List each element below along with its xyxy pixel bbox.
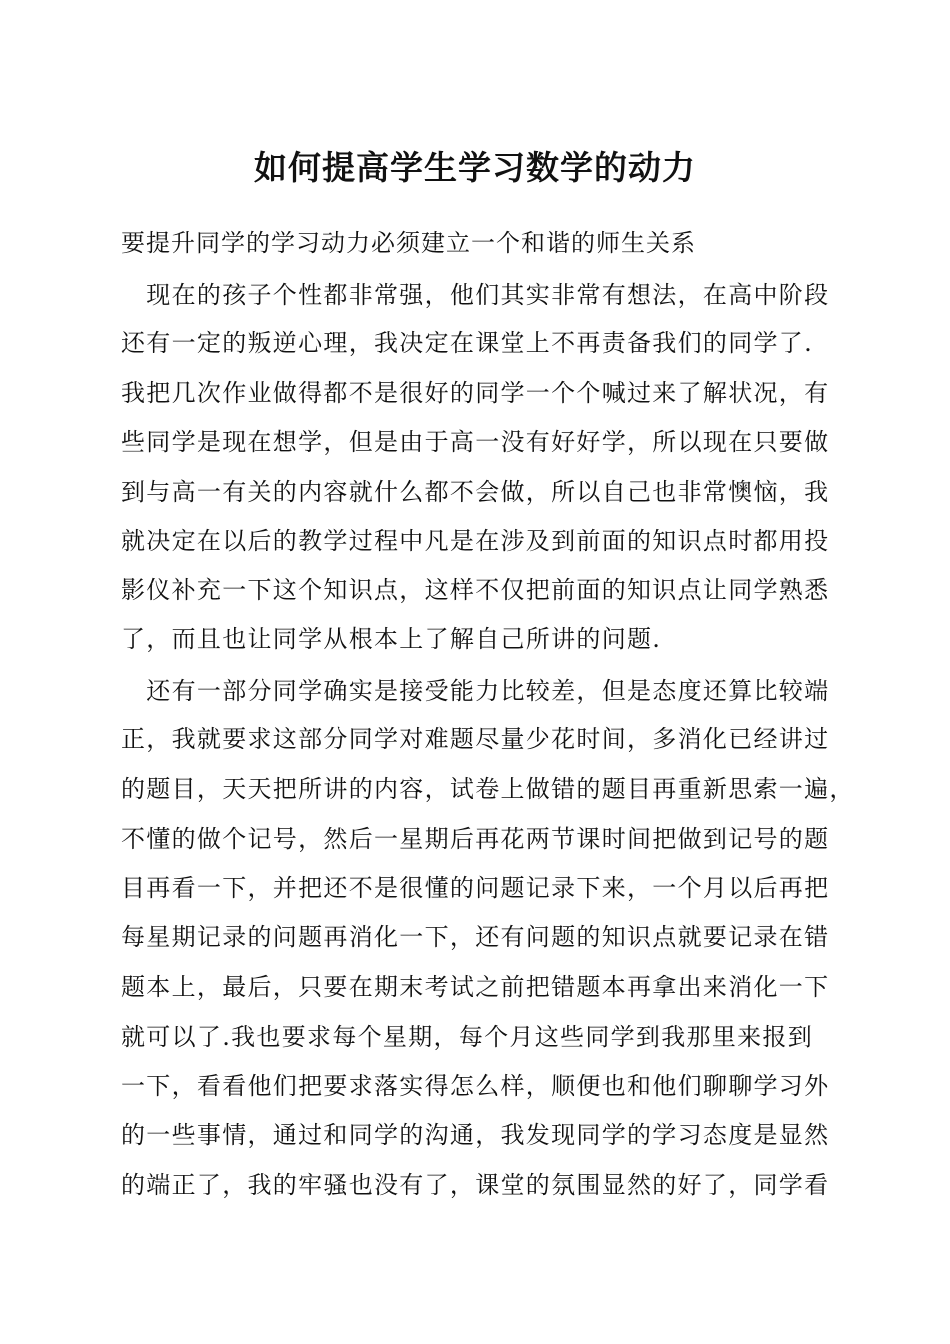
body-line: 每星期记录的问题再消化一下，还有问题的知识点就要记录在错 bbox=[121, 923, 830, 951]
body-line: 的题目，天天把所讲的内容，试卷上做错的题目再重新思索一遍， bbox=[121, 775, 855, 803]
body-line: 正，我就要求这部分同学对难题尽量少花时间，多消化已经讲过 bbox=[121, 725, 830, 753]
body-line: 就决定在以后的教学过程中凡是在涉及到前面的知识点时都用投 bbox=[121, 527, 830, 555]
body-line: 现在的孩子个性都非常强，他们其实非常有想法，在高中阶段 bbox=[121, 281, 830, 309]
body-line: 了，而且也让同学从根本上了解自己所讲的问题. bbox=[121, 625, 662, 653]
body-line: 的一些事情，通过和同学的沟通，我发现同学的学习态度是显然 bbox=[121, 1121, 830, 1149]
body-line: 些同学是现在想学，但是由于高一没有好好学，所以现在只要做 bbox=[121, 428, 830, 456]
body-line: 就可以了.我也要求每个星期，每个月这些同学到我那里来报到 bbox=[121, 1023, 814, 1051]
body-line: 到与高一有关的内容就什么都不会做，所以自己也非常懊恼，我 bbox=[121, 478, 830, 506]
body-line: 一下，看看他们把要求落实得怎么样，顺便也和他们聊聊学习外 bbox=[121, 1072, 830, 1100]
body-line: 还有一部分同学确实是接受能力比较差，但是态度还算比较端 bbox=[121, 677, 830, 705]
document-subtitle: 要提升同学的学习动力必须建立一个和谐的师生关系 bbox=[121, 229, 696, 257]
document-title: 如何提高学生学习数学的动力 bbox=[254, 148, 696, 187]
body-line: 目再看一下，并把还不是很懂的问题记录下来，一个月以后再把 bbox=[121, 874, 830, 902]
body-line: 我把几次作业做得都不是很好的同学一个个喊过来了解状况，有 bbox=[121, 379, 830, 407]
body-line: 还有一定的叛逆心理，我决定在课堂上不再责备我们的同学了. bbox=[121, 329, 814, 357]
body-line: 题本上，最后，只要在期末考试之前把错题本再拿出来消化一下 bbox=[121, 973, 830, 1001]
body-line: 影仪补充一下这个知识点，这样不仅把前面的知识点让同学熟悉 bbox=[121, 576, 830, 604]
body-line: 不懂的做个记号，然后一星期后再花两节课时间把做到记号的题 bbox=[121, 825, 830, 853]
body-line: 的端正了，我的牢骚也没有了，课堂的氛围显然的好了，同学看 bbox=[121, 1171, 830, 1199]
